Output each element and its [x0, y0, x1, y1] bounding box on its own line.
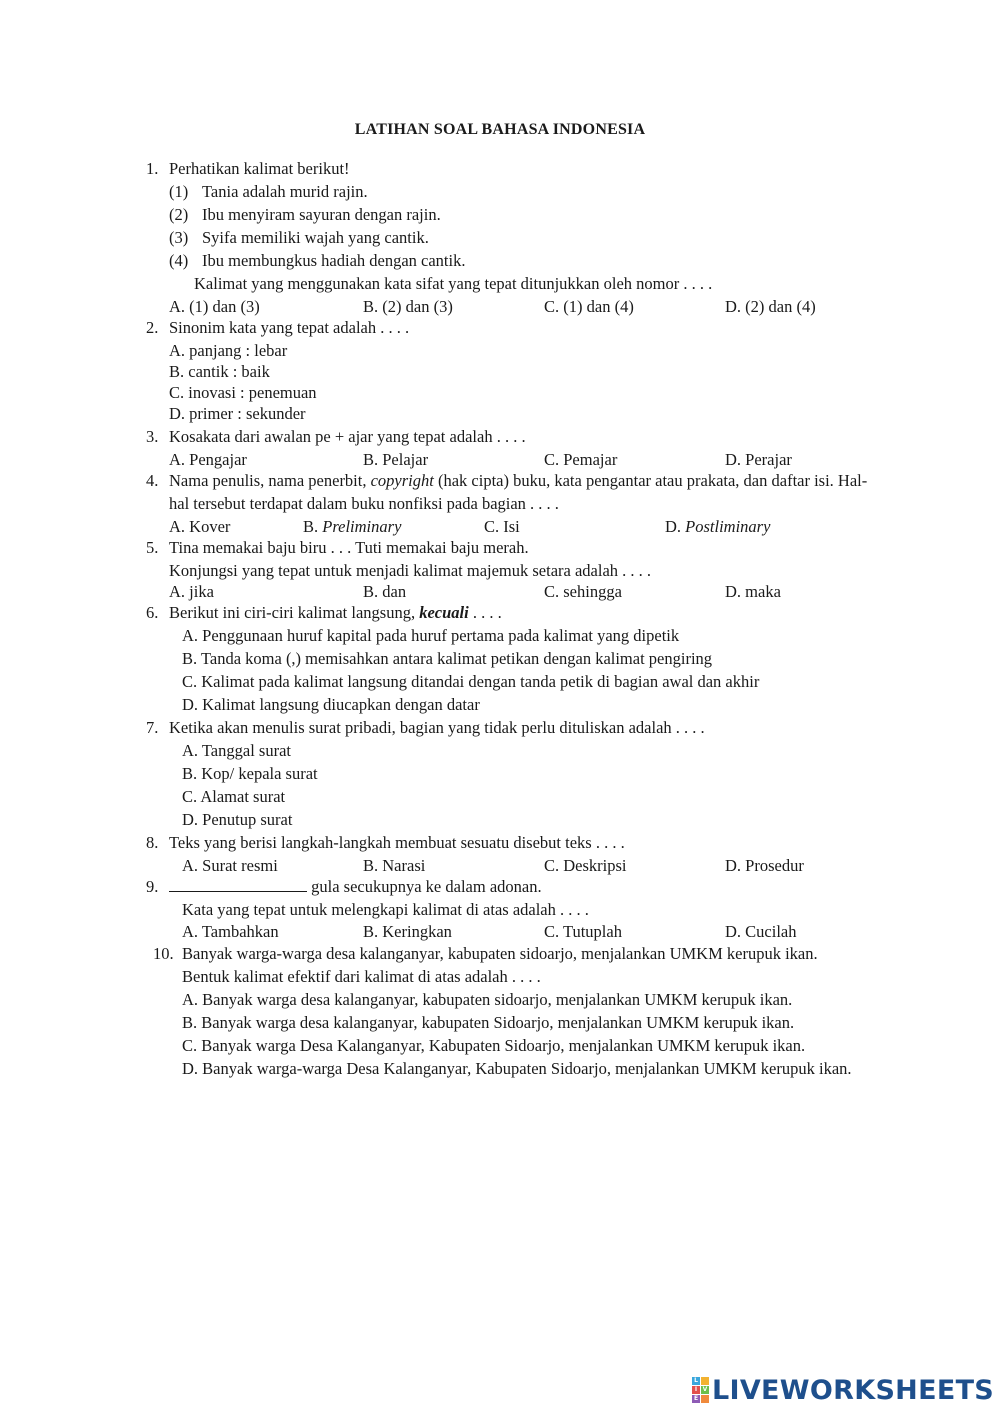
option-b[interactable]: B. cantik : baik — [169, 362, 270, 381]
option-d[interactable]: D. Banyak warga-warga Desa Kalanganyar, Kabupaten Sidoarjo, menjalankan UMKM kerupuk ikan. — [182, 1059, 852, 1078]
option-b[interactable]: B. Kop/ kepala surat — [182, 764, 318, 783]
option-d[interactable]: D. Perajar — [725, 450, 792, 469]
option-b[interactable]: B. Tanda koma (,) memisahkan antara kalimat petikan dengan kalimat pengiring — [182, 649, 713, 668]
question-number: 10. — [153, 944, 174, 963]
option-c[interactable]: C. Pemajar — [544, 450, 618, 469]
list-item-number: (1) — [169, 182, 189, 201]
option-a[interactable]: A. (1) dan (3) — [169, 297, 260, 316]
question-number: 4. — [146, 471, 159, 490]
page-title: LATIHAN SOAL BAHASA INDONESIA — [354, 121, 646, 138]
question-number: 3. — [146, 427, 159, 446]
option-a[interactable]: A. Surat resmi — [182, 856, 278, 875]
option-a[interactable]: A. Banyak warga desa kalanganyar, kabupaten sidoarjo, menjalankan UMKM kerupuk ikan. — [182, 990, 793, 1009]
option-c[interactable]: C. inovasi : penemuan — [169, 383, 317, 402]
logo-block — [701, 1395, 709, 1403]
question-prompt: Kalimat yang menggunakan kata sifat yang tepat ditunjukkan oleh nomor . . . . — [194, 274, 713, 293]
list-item-number: (3) — [169, 228, 189, 247]
option-a[interactable]: A. Pengajar — [169, 450, 247, 469]
option-a[interactable]: A. panjang : lebar — [169, 341, 288, 360]
logo-block: E — [693, 1395, 699, 1402]
answer-blank[interactable] — [169, 879, 307, 892]
option-a[interactable]: A. Tanggal surat — [182, 741, 291, 760]
option-b[interactable]: B. Keringkan — [363, 922, 452, 941]
question-number: 8. — [146, 833, 159, 852]
question-prompt: Bentuk kalimat efektif dari kalimat di atas adalah . . . . — [182, 967, 541, 986]
option-d[interactable]: D. Prosedur — [725, 856, 804, 875]
question-text-continued: hal tersebut terdapat dalam buku nonfiksi pada bagian . . . . — [169, 494, 559, 513]
question-text: Tina memakai baju biru . . . Tuti memakai baju merah. — [169, 538, 529, 557]
question-number: 1. — [146, 159, 159, 178]
question-text: Banyak warga-warga desa kalanganyar, kabupaten sidoarjo, menjalankan UMKM kerupuk ikan. — [182, 944, 818, 963]
question-text: Kosakata dari awalan pe + ajar yang tepat adalah . . . . — [169, 427, 526, 446]
option-c[interactable]: C. Kalimat pada kalimat langsung ditandai dengan tanda petik di bagian awal dan akhir — [182, 672, 760, 691]
logo-block: V — [702, 1386, 708, 1393]
option-d[interactable]: D. Penutup surat — [182, 810, 293, 829]
question-number: 9. — [146, 877, 159, 896]
question-prompt: Konjungsi yang tepat untuk menjadi kalimat majemuk setara adalah . . . . — [169, 561, 652, 580]
list-item-number: (4) — [169, 251, 189, 270]
option-d[interactable]: D. primer : sekunder — [169, 404, 306, 423]
question-prompt: Kata yang tepat untuk melengkapi kalimat di atas adalah . . . . — [182, 900, 589, 919]
option-d[interactable]: D. Cucilah — [725, 922, 797, 941]
option-d[interactable]: D. Kalimat langsung diucapkan dengan datar — [182, 695, 480, 714]
question-text: Teks yang berisi langkah-langkah membuat sesuatu disebut teks . . . . — [169, 833, 625, 852]
question-number: 2. — [146, 318, 159, 337]
option-c[interactable]: C. Deskripsi — [544, 856, 627, 875]
option-a[interactable]: A. Penggunaan huruf kapital pada huruf pertama pada kalimat yang dipetik — [182, 626, 680, 645]
option-c[interactable]: C. Banyak warga Desa Kalanganyar, Kabupaten Sidoarjo, menjalankan UMKM kerupuk ikan. — [182, 1036, 806, 1055]
logo-block: L — [692, 1377, 700, 1385]
option-d[interactable]: D. (2) dan (4) — [725, 297, 816, 316]
option-d[interactable]: D. Postliminary — [665, 517, 771, 536]
option-c[interactable]: C. Alamat surat — [182, 787, 286, 806]
option-b[interactable]: B. Narasi — [363, 856, 426, 875]
logo-icon — [692, 1377, 709, 1403]
option-b[interactable]: B. (2) dan (3) — [363, 297, 453, 316]
option-c[interactable]: C. (1) dan (4) — [544, 297, 634, 316]
question-number: 6. — [146, 603, 159, 622]
list-item: Ibu membungkus hadiah dengan cantik. — [202, 251, 466, 270]
option-a[interactable]: A. Kover — [169, 517, 231, 536]
option-d[interactable]: D. maka — [725, 582, 781, 601]
option-b[interactable]: B. dan — [363, 582, 407, 601]
option-c[interactable]: C. Tutuplah — [544, 922, 622, 941]
option-c[interactable]: C. Isi — [484, 517, 520, 536]
question-text: Ketika akan menulis surat pribadi, bagian yang tidak perlu dituliskan adalah . . . . — [169, 718, 705, 737]
question-text: Nama penulis, nama penerbit, copyright (hak cipta) buku, kata pengantar atau prakata, dan daftar isi. Hal- — [169, 471, 868, 490]
logo-block: I — [692, 1386, 700, 1394]
list-item-number: (2) — [169, 205, 189, 224]
option-a[interactable]: A. jika — [169, 582, 214, 601]
list-item: Ibu menyiram sayuran dengan rajin. — [202, 205, 441, 224]
option-c[interactable]: C. sehingga — [544, 582, 622, 601]
option-b[interactable]: B. Pelajar — [363, 450, 429, 469]
option-a[interactable]: A. Tambahkan — [182, 922, 279, 941]
list-item: Syifa memiliki wajah yang cantik. — [202, 228, 429, 247]
question-number: 7. — [146, 718, 159, 737]
option-b[interactable]: B. Preliminary — [303, 517, 402, 536]
question-number: 5. — [146, 538, 159, 557]
logo-block — [701, 1377, 709, 1385]
list-item: Tania adalah murid rajin. — [202, 182, 368, 201]
question-text: gula secukupnya ke dalam adonan. — [169, 876, 542, 898]
logo-text: LIVEWORKSHEETS — [712, 1374, 995, 1406]
question-text: Berikut ini ciri-ciri kalimat langsung, kecuali . . . . — [169, 603, 502, 622]
liveworksheets-logo — [692, 1374, 994, 1406]
question-text: Sinonim kata yang tepat adalah . . . . — [169, 318, 410, 337]
option-b[interactable]: B. Banyak warga desa kalanganyar, kabupaten Sidoarjo, menjalankan UMKM kerupuk ikan. — [182, 1013, 795, 1032]
question-text: Perhatikan kalimat berikut! — [169, 159, 350, 178]
